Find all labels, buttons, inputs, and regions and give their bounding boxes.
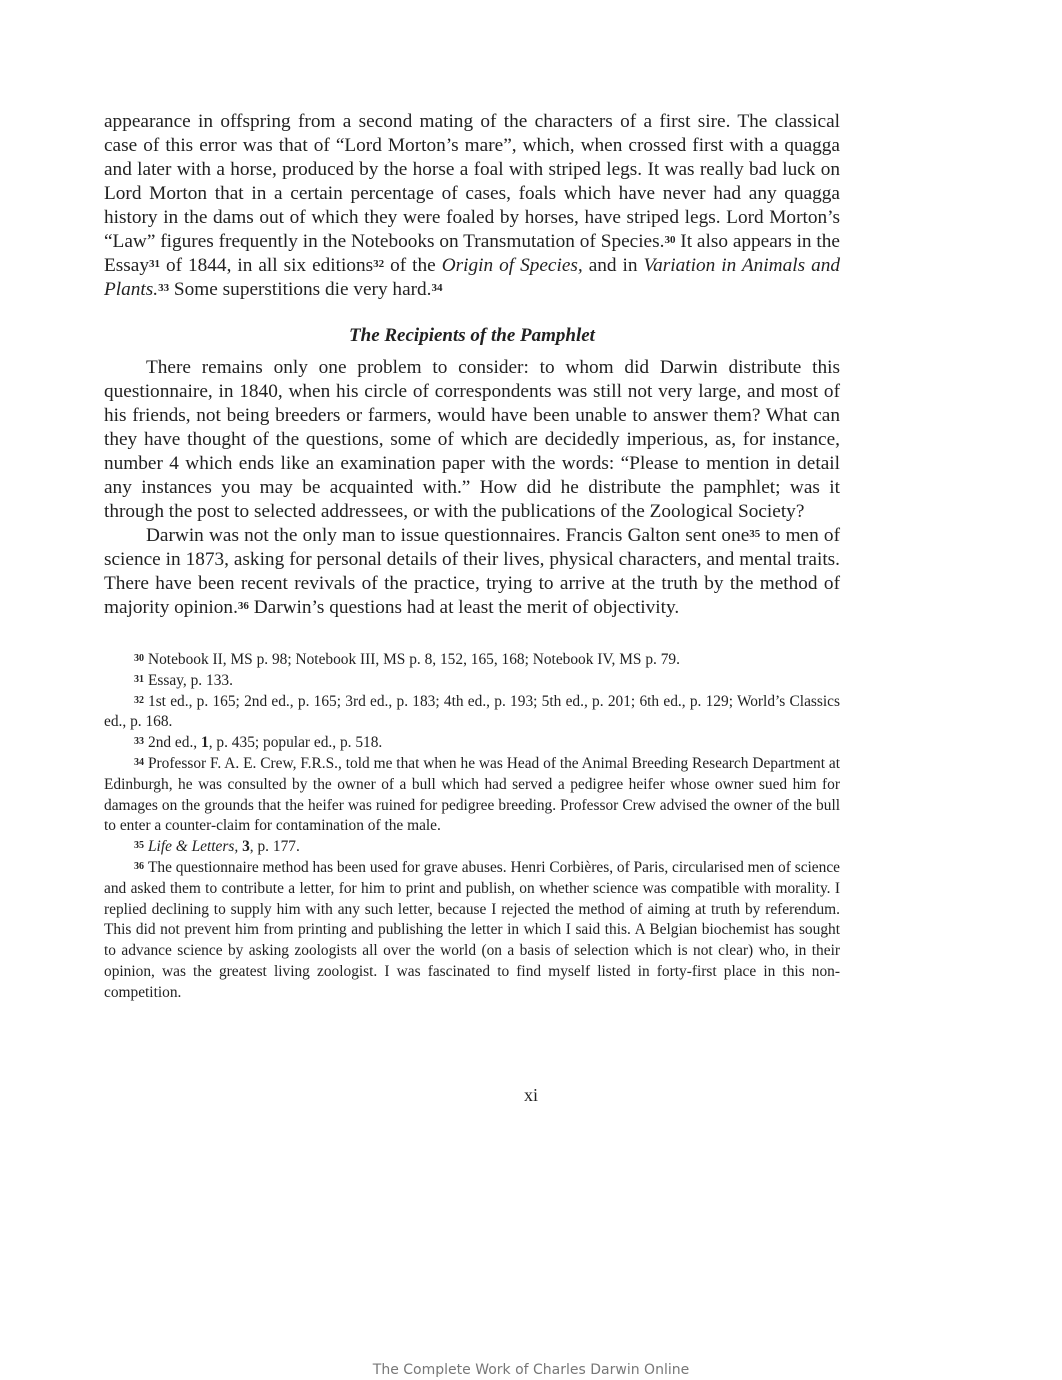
footnote-32 — [104, 692, 840, 734]
footnote-number: 36 — [134, 860, 144, 872]
paragraph-text: Darwin’s questions had at least the merit of objectivity. — [248, 597, 680, 618]
paragraph-text: appearance in offspring from a second mating of the characters of a first sire. The classical case of this error was that of “Lord Morton’s mare”, which, when crossed first with a quagga and later with a horse, produced by the horse a foal with striped legs. It was really bad luck on Lord Morton that in a certain percentage of cases, foals which have never had any quagga history in the dams out of which they were foaled by horses, have striped legs. Lord Morton’s “Law” figures frequently in the Notebooks on Transmutation of Species. — [104, 111, 840, 252]
footnote-36 — [104, 858, 840, 1004]
footnote-34 — [104, 754, 840, 837]
footnote-33 — [104, 733, 840, 754]
footnote-ref[interactable]: 30 — [664, 234, 676, 246]
book-title: Life & Letters, — [148, 838, 239, 856]
paragraph-text: It also appears in the Essay — [104, 231, 840, 276]
paragraph-2: There remains only one problem to consider: to whom did Darwin distribute this questionnaire, in 1840, when his circle of correspondents was still not very large, and most of his friends, not being breeders or farmers, would have been unable to answer them? What can they have thought of the questions, some of which are decidedly imperious, as, for instance, number 4 which ends like an examination paper with the words: “Please to mention in detail any instances you may be acquainted with.” How did he distribute the pamphlet; was it through the post to selected addressees, or with the publications of the Zoological Society? — [104, 357, 840, 522]
page-number: xi — [523, 1085, 538, 1105]
footnote-text: Professor F. A. E. Crew, F.R.S., told me that when he was Head of the Animal Breeding Research Department at Edinburgh, he was consulted by the owner of a bull which had served a pedigree heifer whose owner sued him for damages on the grounds that the heifer was ruined for pedigree breeding. Professor Crew advised the owner of the bull to enter a counter-claim for contamination of the male. — [104, 754, 840, 835]
paragraph-1 — [104, 110, 840, 302]
footnote-ref[interactable]: 34 — [431, 282, 443, 294]
footnote-ref[interactable]: 36 — [237, 600, 249, 612]
footnote-number: 31 — [134, 673, 144, 685]
paragraph-text: and in — [582, 255, 644, 276]
footnote-number: 32 — [134, 694, 144, 706]
footnote-number: 33 — [134, 736, 144, 748]
footnote-30 — [104, 650, 840, 671]
volume-number: 3 — [242, 838, 250, 856]
footnote-text: , p. 177. — [249, 838, 300, 856]
footnote-31 — [104, 671, 840, 692]
footnote-ref[interactable]: 32 — [373, 258, 385, 270]
section-title: The Recipients of the Pamphlet — [349, 325, 595, 346]
footnote-ref[interactable]: 35 — [749, 528, 761, 540]
footnote-text: , p. 435; popular ed., p. 518. — [208, 734, 383, 752]
volume-number: 1 — [201, 734, 209, 752]
footnote-text: Essay, p. 133. — [148, 671, 233, 689]
footnote-text: Notebook II, MS p. 98; Notebook III, MS p. 8, 152, 165, 168; Notebook IV, MS p. 79. — [148, 651, 680, 668]
paragraph-text: to men of science in 1873, asking for personal details of their lives, physical characters, and mental traits. There have been recent revivals of the practice, trying to arrive at the truth by the method of majority opinion. — [104, 525, 840, 618]
book-title: Variation in Animals and Plants. — [104, 255, 840, 300]
footnotes — [104, 650, 840, 1004]
book-title: Origin of Species, — [441, 255, 583, 276]
footnote-ref[interactable]: 33 — [158, 282, 170, 294]
site-footer[interactable]: The Complete Work of Charles Darwin Online — [372, 1362, 690, 1378]
paragraph-text: Darwin was not the only man to issue questionnaires. Francis Galton sent one — [146, 525, 750, 546]
footnote-text: 2nd ed., — [148, 734, 202, 752]
paragraph-text: of the — [384, 255, 442, 276]
footnote-number: 30 — [134, 653, 144, 664]
footnote-text: The questionnaire method has been used for grave abuses. Henri Corbières, of Paris, circularised men of science and asked them to contribute a letter, for him to print and publish, on whether science was compatible with morality. I replied declining to supply him with any such letter, because I rejected the method of aiming at truth by referendum. This did not prevent him from printing and publishing the letter in which I said this. A Belgian biochemist has sought to advance science by asking zoologists all over the world (on a basis of selection which is not clear) who, in their opinion, was the greatest living zoologist. I was fascinated to find myself listed in forty-first place in this non-competition. — [104, 858, 840, 1001]
footnote-35 — [104, 837, 840, 858]
footnote-ref[interactable]: 31 — [148, 258, 160, 270]
paragraph-3 — [104, 524, 840, 620]
footnote-number: 34 — [134, 756, 144, 768]
paragraph-text: Some superstitions die very hard. — [169, 279, 432, 300]
footnote-text: 1st ed., p. 165; 2nd ed., p. 165; 3rd ed., p. 183; 4th ed., p. 193; 5th ed., p. 201; 6th ed., p. 129; World’s Classics ed., p. 168. — [104, 692, 840, 731]
paragraph-text: of 1844, in all six editions — [159, 255, 374, 276]
page-content — [104, 110, 840, 1004]
footnote-number: 35 — [134, 840, 144, 852]
